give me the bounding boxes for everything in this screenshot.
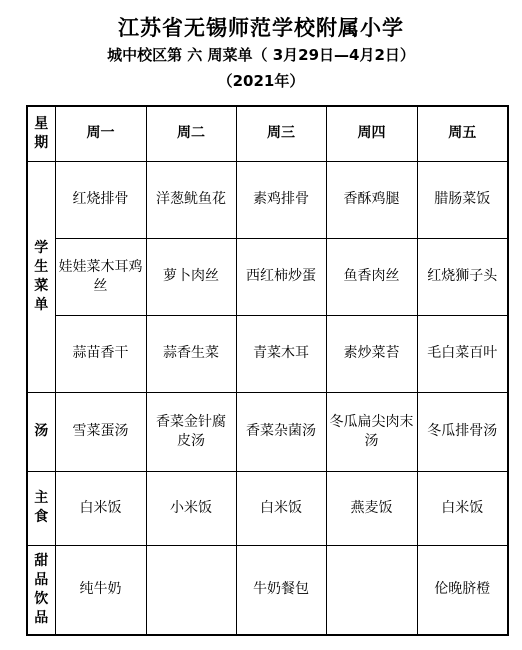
table-row bbox=[27, 315, 508, 392]
table-row-staple bbox=[27, 471, 508, 545]
weekly-menu-table bbox=[26, 105, 509, 636]
menu-cell: 蒜苗香干 bbox=[55, 315, 146, 392]
menu-cell: 香酥鸡腿 bbox=[326, 161, 417, 238]
menu-cell: 白米饭 bbox=[55, 471, 146, 545]
menu-cell: 香菜金针腐皮汤 bbox=[146, 392, 236, 471]
category-student-dishes: 学生菜单 bbox=[27, 161, 55, 392]
menu-cell: 娃娃菜木耳鸡丝 bbox=[55, 238, 146, 315]
menu-cell: 洋葱鱿鱼花 bbox=[146, 161, 236, 238]
menu-cell: 萝卜肉丝 bbox=[146, 238, 236, 315]
table-row-dessert bbox=[27, 545, 508, 635]
menu-cell: 白米饭 bbox=[236, 471, 326, 545]
weekday-corner-label: 星期 bbox=[27, 106, 55, 161]
category-staple: 主食 bbox=[27, 471, 55, 545]
table-row bbox=[27, 238, 508, 315]
menu-cell: 香菜杂菌汤 bbox=[236, 392, 326, 471]
menu-cell: 红烧排骨 bbox=[55, 161, 146, 238]
table-row bbox=[27, 161, 508, 238]
day-header-thursday: 周四 bbox=[326, 106, 417, 161]
day-header-tuesday: 周二 bbox=[146, 106, 236, 161]
menu-cell: 素鸡排骨 bbox=[236, 161, 326, 238]
menu-cell: 伦晚脐橙 bbox=[417, 545, 508, 635]
menu-cell: 冬瓜排骨汤 bbox=[417, 392, 508, 471]
menu-cell: 素炒菜苔 bbox=[326, 315, 417, 392]
menu-cell bbox=[146, 545, 236, 635]
table-row-soup bbox=[27, 392, 508, 471]
table-header-row bbox=[27, 106, 508, 161]
day-header-monday: 周一 bbox=[55, 106, 146, 161]
menu-cell: 腊肠菜饭 bbox=[417, 161, 508, 238]
page-title: 江苏省无锡师范学校附属小学 bbox=[118, 16, 404, 40]
menu-cell: 纯牛奶 bbox=[55, 545, 146, 635]
menu-year: （2021年） bbox=[217, 72, 305, 90]
day-header-wednesday: 周三 bbox=[236, 106, 326, 161]
menu-cell: 蒜香生菜 bbox=[146, 315, 236, 392]
menu-cell: 白米饭 bbox=[417, 471, 508, 545]
menu-cell: 燕麦饭 bbox=[326, 471, 417, 545]
menu-cell: 雪菜蛋汤 bbox=[55, 392, 146, 471]
category-soup: 汤 bbox=[27, 392, 55, 471]
menu-cell: 牛奶餐包 bbox=[236, 545, 326, 635]
category-dessert: 甜品饮品 bbox=[27, 545, 55, 635]
menu-cell: 冬瓜扁尖肉末汤 bbox=[326, 392, 417, 471]
menu-week-subtitle: 城中校区第 六 周菜单（ 3月29日—4月2日） bbox=[107, 46, 415, 64]
menu-cell: 鱼香肉丝 bbox=[326, 238, 417, 315]
menu-cell: 青菜木耳 bbox=[236, 315, 326, 392]
menu-cell bbox=[326, 545, 417, 635]
menu-cell: 小米饭 bbox=[146, 471, 236, 545]
menu-cell: 西红柿炒蛋 bbox=[236, 238, 326, 315]
menu-cell: 红烧狮子头 bbox=[417, 238, 508, 315]
menu-cell: 毛白菜百叶 bbox=[417, 315, 508, 392]
day-header-friday: 周五 bbox=[417, 106, 508, 161]
